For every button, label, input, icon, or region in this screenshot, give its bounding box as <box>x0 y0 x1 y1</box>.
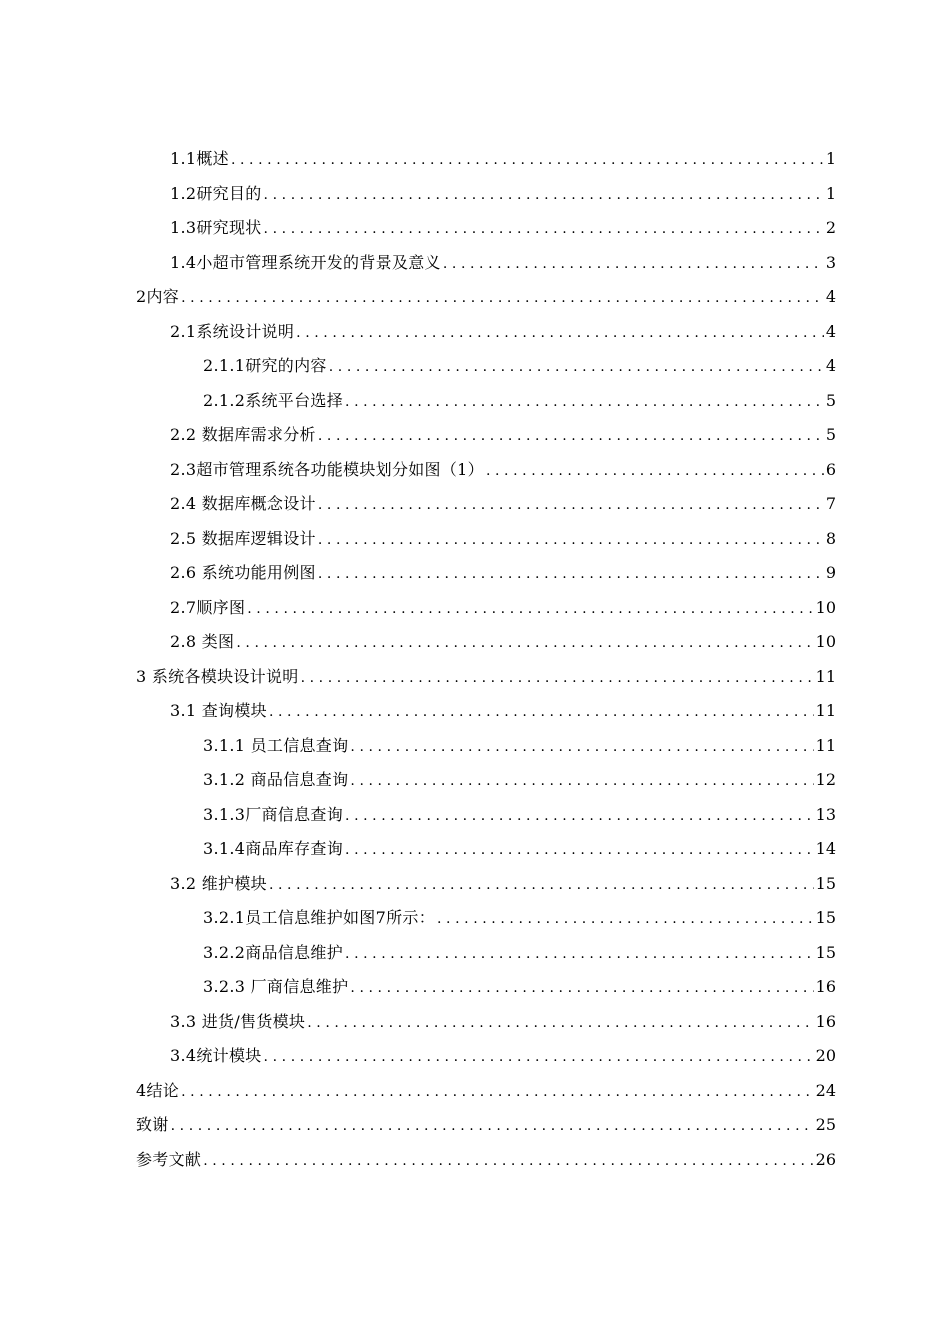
toc-entry-title: 2.1.2系统平台选择 <box>203 390 344 410</box>
toc-entry-page-number: 10 <box>815 632 836 652</box>
toc-entry-title: 2.6 系统功能用例图 <box>170 563 316 583</box>
toc-entry[interactable] <box>0 142 950 177</box>
toc-entry[interactable] <box>0 936 950 971</box>
toc-entry-title: 3.2.3 厂商信息维护 <box>203 977 349 997</box>
toc-entry[interactable] <box>0 487 950 522</box>
dot-leader <box>345 392 824 412</box>
toc-entry-title: 3.1 查询模块 <box>170 701 267 721</box>
dot-leader <box>171 1116 814 1136</box>
toc-entry-page-number: 2 <box>825 218 836 238</box>
toc-entry[interactable] <box>0 315 950 350</box>
toc-entry[interactable] <box>0 556 950 591</box>
toc-entry[interactable] <box>0 832 950 867</box>
toc-entry-page-number: 16 <box>815 977 836 997</box>
toc-entry[interactable] <box>0 1005 950 1040</box>
toc-entry-page-number: 4 <box>825 356 836 376</box>
dot-leader <box>231 150 824 170</box>
toc-entry-title: 1.2研究目的 <box>170 183 262 203</box>
toc-entry-page-number: 1 <box>825 183 836 203</box>
toc-entry[interactable] <box>0 177 950 212</box>
dot-leader <box>296 323 824 343</box>
dot-leader <box>307 1013 813 1033</box>
dot-leader <box>203 1151 813 1171</box>
toc-entry[interactable] <box>0 349 950 384</box>
toc-entry-title: 2.3超市管理系统各功能模块划分如图（1） <box>170 459 484 479</box>
toc-entry[interactable] <box>0 694 950 729</box>
toc-entry[interactable] <box>0 660 950 695</box>
dot-leader <box>318 426 824 446</box>
toc-entry[interactable] <box>0 384 950 419</box>
toc-entry-page-number: 10 <box>815 597 836 617</box>
dot-leader <box>264 219 824 239</box>
table-of-contents <box>0 142 950 1177</box>
toc-entry-page-number: 25 <box>815 1115 836 1135</box>
toc-entry-title: 致谢 <box>136 1115 169 1135</box>
toc-entry[interactable] <box>0 522 950 557</box>
dot-leader <box>181 288 824 308</box>
toc-entry-page-number: 11 <box>815 666 836 686</box>
toc-entry-title: 3.1.2 商品信息查询 <box>203 770 349 790</box>
toc-entry[interactable] <box>0 625 950 660</box>
dot-leader <box>181 1082 814 1102</box>
toc-entry-page-number: 16 <box>815 1011 836 1031</box>
toc-entry-page-number: 14 <box>815 839 836 859</box>
toc-entry-page-number: 15 <box>815 908 836 928</box>
toc-entry-page-number: 4 <box>825 321 836 341</box>
dot-leader <box>269 875 814 895</box>
toc-entry-title: 3.2.1员工信息维护如图7所示： <box>203 908 435 928</box>
toc-entry-page-number: 7 <box>825 494 836 514</box>
toc-entry[interactable] <box>0 453 950 488</box>
toc-entry[interactable] <box>0 1074 950 1109</box>
toc-entry[interactable] <box>0 1108 950 1143</box>
toc-entry-title: 1.4小超市管理系统开发的背景及意义 <box>170 252 441 272</box>
toc-entry[interactable] <box>0 901 950 936</box>
toc-entry-title: 3.2 维护模块 <box>170 873 267 893</box>
toc-entry[interactable] <box>0 280 950 315</box>
toc-entry-title: 2.5 数据库逻辑设计 <box>170 528 316 548</box>
toc-entry[interactable] <box>0 1039 950 1074</box>
dot-leader <box>350 771 813 791</box>
toc-entry-title: 2.1系统设计说明 <box>170 321 295 341</box>
toc-entry[interactable] <box>0 798 950 833</box>
toc-entry-title: 3.1.3厂商信息查询 <box>203 804 344 824</box>
toc-entry[interactable] <box>0 591 950 626</box>
dot-leader <box>486 461 824 481</box>
toc-entry[interactable] <box>0 763 950 798</box>
toc-entry-page-number: 5 <box>825 390 836 410</box>
dot-leader <box>443 254 824 274</box>
toc-entry-title: 3 系统各模块设计说明 <box>136 666 299 686</box>
toc-entry-title: 2内容 <box>136 287 180 307</box>
toc-entry-page-number: 20 <box>815 1046 836 1066</box>
toc-entry-title: 参考文献 <box>136 1149 202 1169</box>
toc-entry-page-number: 11 <box>815 735 836 755</box>
toc-entry[interactable] <box>0 418 950 453</box>
toc-entry[interactable] <box>0 211 950 246</box>
toc-entry[interactable] <box>0 246 950 281</box>
toc-entry-title: 2.4 数据库概念设计 <box>170 494 316 514</box>
dot-leader <box>345 944 814 964</box>
dot-leader <box>236 633 813 653</box>
dot-leader <box>329 357 824 377</box>
toc-entry-page-number: 1 <box>825 149 836 169</box>
dot-leader <box>350 737 813 757</box>
toc-entry-title: 1.1概述 <box>170 149 229 169</box>
toc-entry-page-number: 8 <box>825 528 836 548</box>
toc-entry-title: 4结论 <box>136 1080 180 1100</box>
toc-entry-page-number: 12 <box>815 770 836 790</box>
dot-leader <box>301 668 814 688</box>
dot-leader <box>318 495 824 515</box>
toc-entry-title: 2.1.1研究的内容 <box>203 356 327 376</box>
toc-entry-page-number: 24 <box>815 1080 836 1100</box>
dot-leader <box>264 185 824 205</box>
dot-leader <box>318 530 824 550</box>
toc-entry-page-number: 4 <box>825 287 836 307</box>
toc-entry-page-number: 5 <box>825 425 836 445</box>
toc-entry-title: 3.2.2商品信息维护 <box>203 942 344 962</box>
toc-entry[interactable] <box>0 970 950 1005</box>
toc-entry-page-number: 6 <box>825 459 836 479</box>
dot-leader <box>350 978 813 998</box>
toc-entry-title: 3.1.1 员工信息查询 <box>203 735 349 755</box>
dot-leader <box>345 840 814 860</box>
toc-entry-page-number: 15 <box>815 873 836 893</box>
dot-leader <box>269 702 814 722</box>
toc-entry-page-number: 9 <box>825 563 836 583</box>
toc-entry-title: 2.8 类图 <box>170 632 235 652</box>
dot-leader <box>345 806 814 826</box>
toc-entry-title: 1.3研究现状 <box>170 218 262 238</box>
toc-entry-title: 2.7顺序图 <box>170 597 246 617</box>
dot-leader <box>264 1047 814 1067</box>
dot-leader <box>437 909 814 929</box>
toc-entry-page-number: 11 <box>815 701 836 721</box>
toc-entry[interactable] <box>0 867 950 902</box>
toc-entry-page-number: 13 <box>815 804 836 824</box>
toc-entry-title: 2.2 数据库需求分析 <box>170 425 316 445</box>
toc-entry-page-number: 15 <box>815 942 836 962</box>
dot-leader <box>247 599 813 619</box>
toc-entry[interactable] <box>0 1143 950 1178</box>
toc-entry-page-number: 3 <box>825 252 836 272</box>
toc-entry-title: 3.1.4商品库存查询 <box>203 839 344 859</box>
toc-entry-title: 3.3 进货/售货模块 <box>170 1011 306 1031</box>
dot-leader <box>318 564 824 584</box>
toc-entry-title: 3.4统计模块 <box>170 1046 262 1066</box>
toc-entry[interactable] <box>0 729 950 764</box>
toc-entry-page-number: 26 <box>815 1149 836 1169</box>
